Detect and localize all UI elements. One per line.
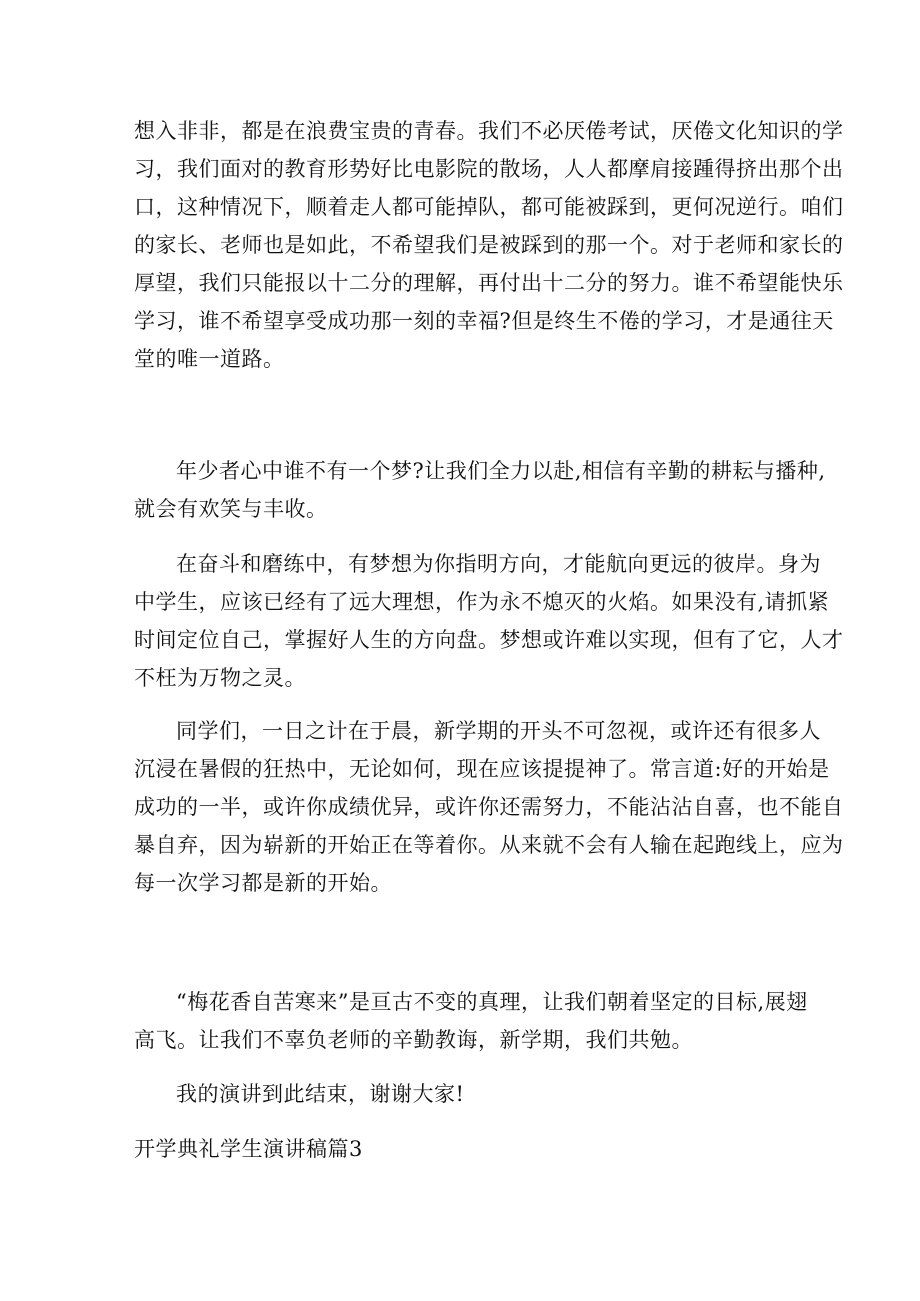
paragraph-2 bbox=[134, 452, 826, 528]
paragraph-line: “梅花香自苦寒来”是亘古不变的真理，让我们朝着坚定的目标,展翅 bbox=[176, 990, 808, 1014]
paragraph-line: 不枉为万物之灵。 bbox=[134, 666, 306, 690]
paragraph-line: 同学们，一日之计在于晨，新学期的开头不可忽视，或许还有很多人 bbox=[176, 719, 821, 743]
paragraph-line: 每一次学习都是新的开始。 bbox=[134, 871, 392, 895]
paragraph-line: 我的演讲到此结束，谢谢大家! bbox=[176, 1082, 465, 1106]
paragraph-line: 暴自弃，因为崭新的开始正在等着你。从来就不会有人输在起跑线上，应为 bbox=[134, 833, 844, 857]
paragraph-line: 想入非非，都是在浪费宝贵的青春。我们不必厌倦考试，厌倦文化知识的学 bbox=[134, 119, 844, 143]
paragraph-line: 年少者心中谁不有一个梦?让我们全力以赴,相信有辛勤的耕耘与播种, bbox=[176, 459, 826, 483]
paragraph-line: 厚望，我们只能报以十二分的理解，再付出十二分的努力。谁不希望能快乐 bbox=[134, 271, 844, 295]
paragraph-line: 口，这种情况下，顺着走人都可能掉队，都可能被踩到，更何况逆行。咱们 bbox=[134, 195, 844, 219]
paragraph-3 bbox=[134, 545, 844, 697]
paragraph-line: 的家长、老师也是如此，不希望我们是被踩到的那一个。对于老师和家长的 bbox=[134, 233, 844, 257]
paragraph-6 bbox=[134, 1075, 794, 1113]
paragraph-line: 学习，谁不希望享受成功那一刻的幸福?但是终生不倦的学习，才是通往天 bbox=[134, 309, 834, 333]
paragraph-line: 就会有欢笑与丰收。 bbox=[134, 497, 328, 521]
paragraph-4 bbox=[134, 712, 844, 902]
paragraph-line: 堂的唯一道路。 bbox=[134, 347, 285, 371]
section-heading: 开学典礼学生演讲稿篇3 bbox=[134, 1137, 363, 1161]
paragraph-line: 习，我们面对的教育形势好比电影院的散场，人人都摩肩接踵得挤出那个出 bbox=[134, 157, 844, 181]
paragraph-line: 高飞。让我们不辜负老师的辛勤教诲，新学期，我们共勉。 bbox=[134, 1028, 693, 1052]
paragraph-line: 在奋斗和磨练中，有梦想为你指明方向，才能航向更远的彼岸。身为 bbox=[176, 552, 821, 576]
paragraph-line: 中学生，应该已经有了远大理想，作为永不熄灭的火焰。如果没有,请抓紧 bbox=[134, 590, 830, 614]
paragraph-line: 沉浸在暑假的狂热中，无论如何，现在应该提提神了。常言道:好的开始是 bbox=[134, 757, 830, 781]
paragraph-1 bbox=[134, 112, 844, 378]
paragraph-5 bbox=[134, 983, 808, 1059]
paragraph-line: 时间定位自己，掌握好人生的方向盘。梦想或许难以实现，但有了它，人才 bbox=[134, 628, 844, 652]
paragraph-line: 成功的一半，或许你成绩优异，或许你还需努力，不能沾沾自喜，也不能自 bbox=[134, 795, 844, 819]
